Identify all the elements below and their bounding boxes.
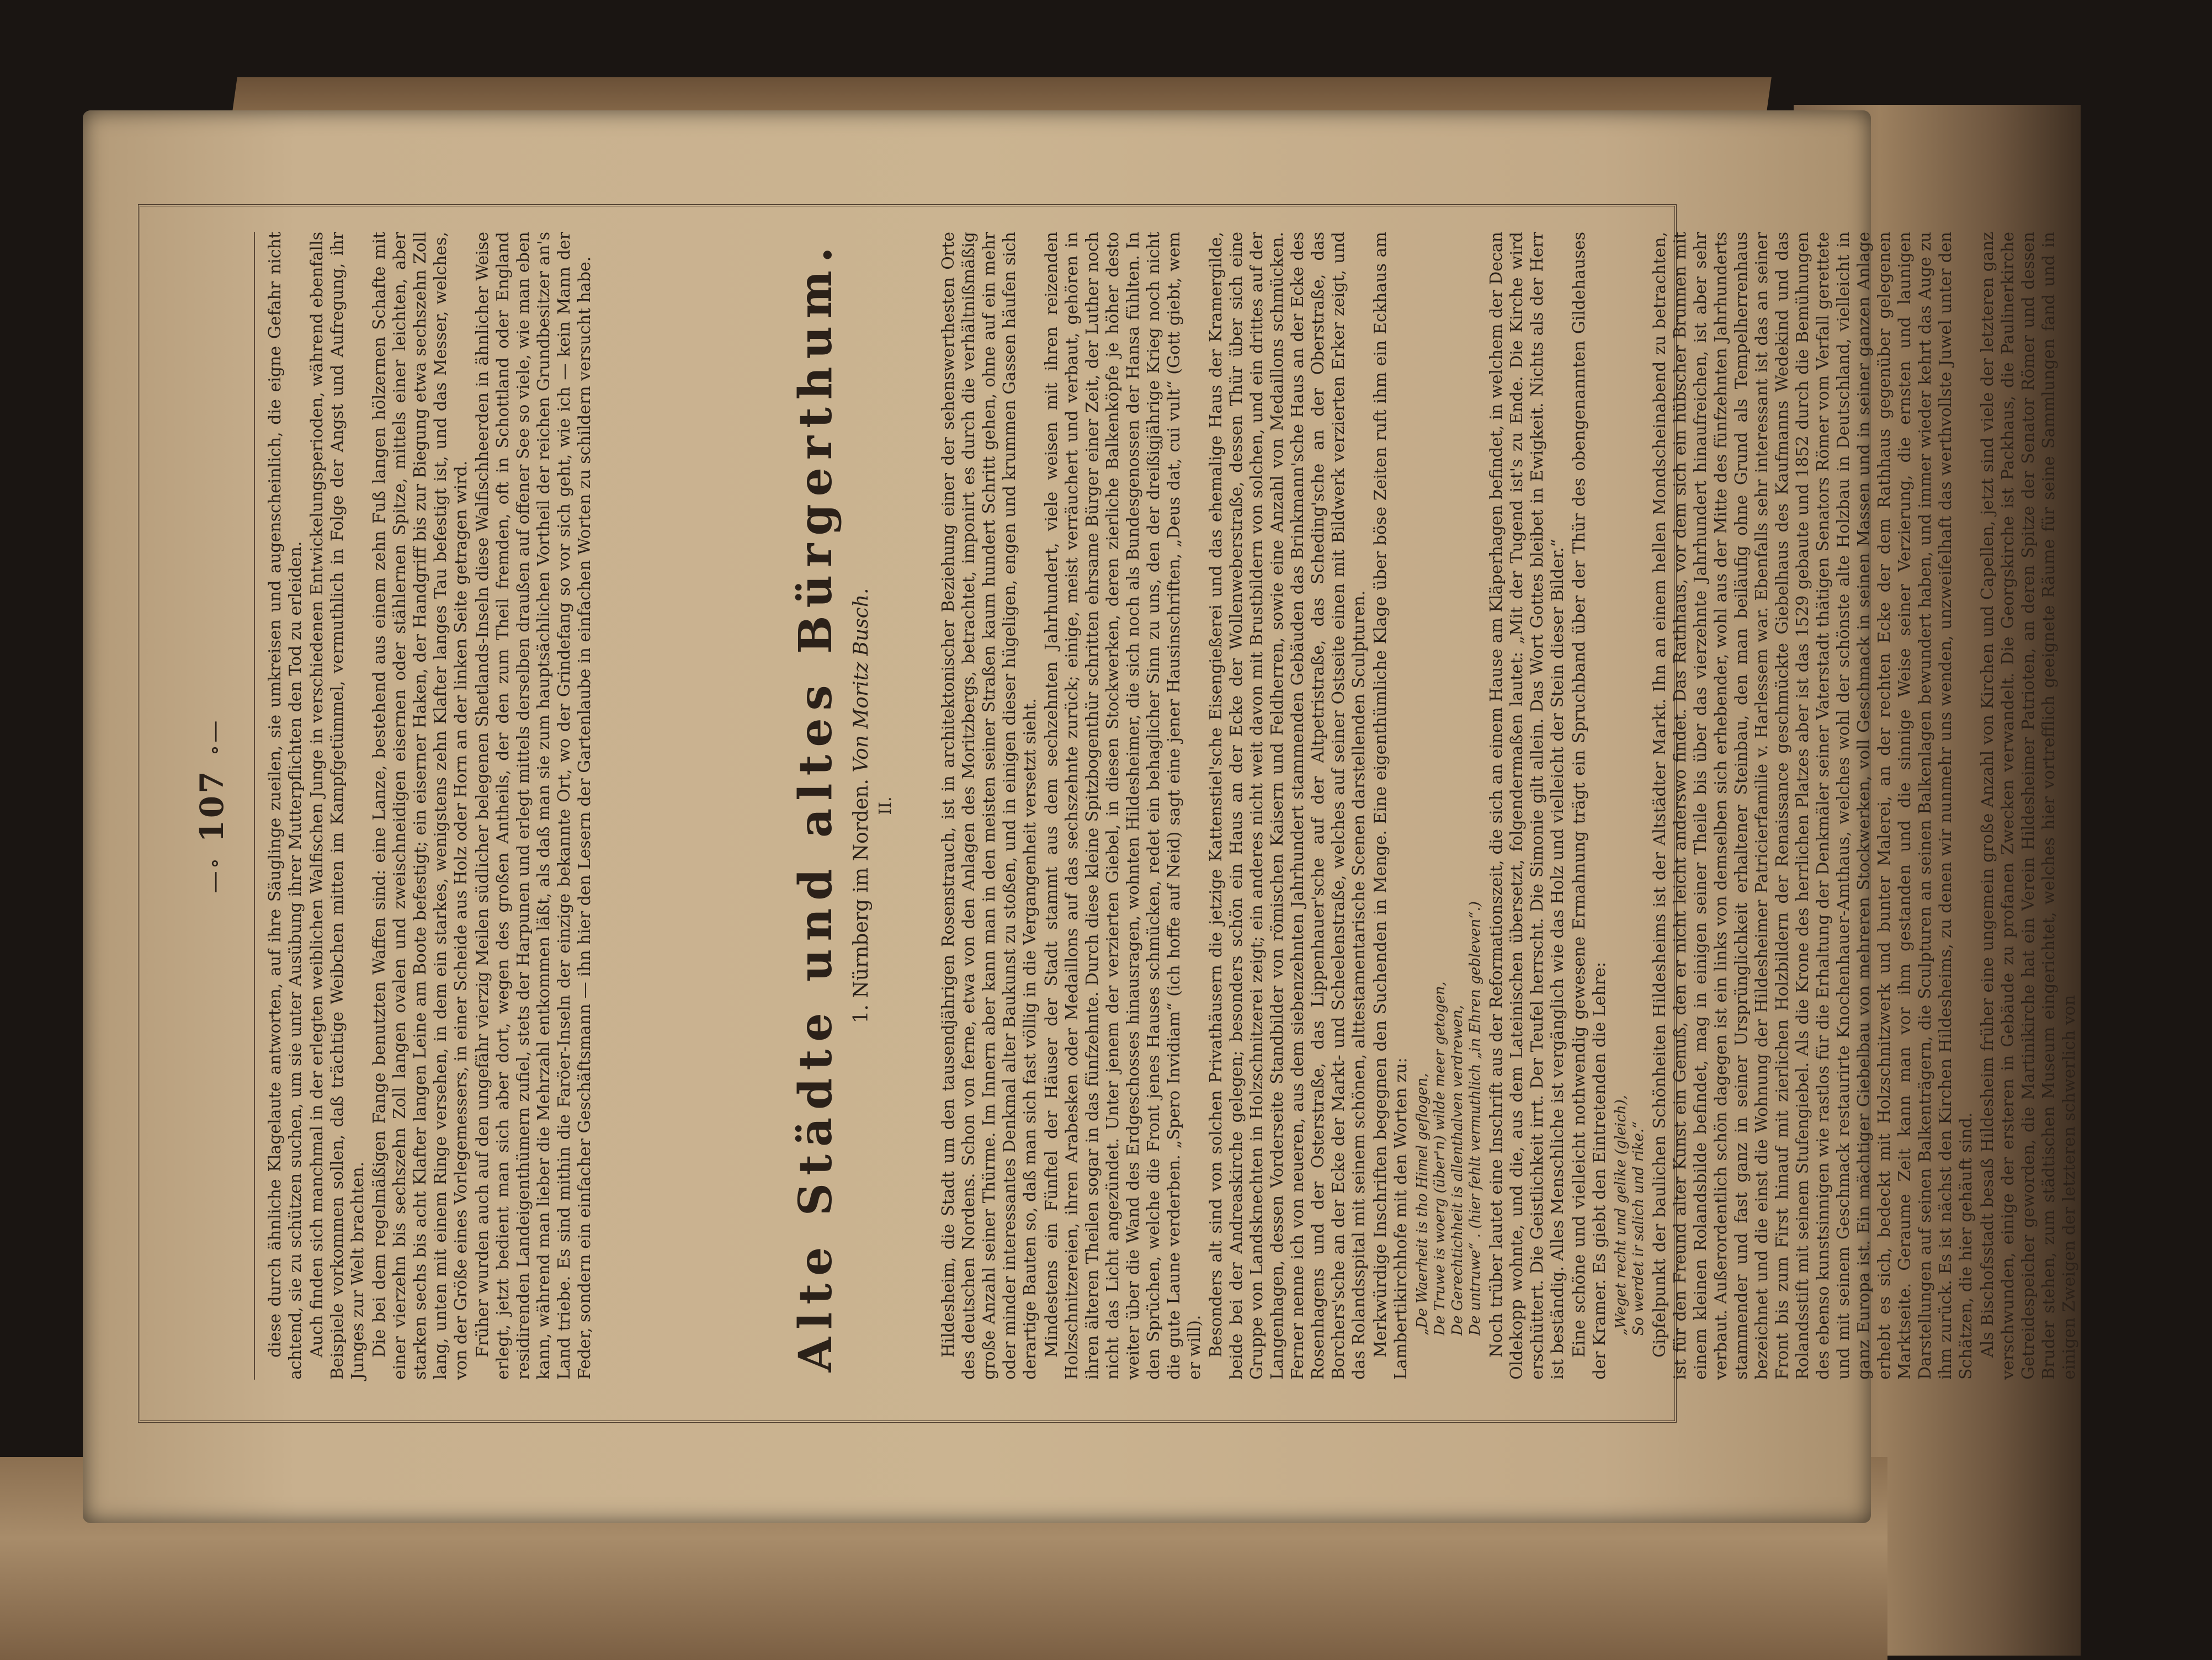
header-dash-right: ∘— <box>202 718 227 756</box>
page-number: 107 <box>193 769 231 843</box>
verse-inscription <box>1413 232 1484 1336</box>
article-section: II. <box>876 796 895 815</box>
previous-article-text <box>265 232 596 1380</box>
rotated-page-content <box>193 232 2079 1380</box>
paragraph: Auch finden sich manchmal in der erlegten weiblichen Walfischen Junge in verschiedenen Entwickelungsperioden, während ebenfalls Beispiele vorkommen sollen, daß trächtige Weibchen mitten im Kampfgetümmel, vermuthlich in Folge der Angst und Aufregung, ihr Junges zur Welt brachten. <box>307 232 368 1380</box>
verse-line: De Gerechtichheit is allenthalven verdrewen, <box>1449 1005 1466 1336</box>
header-rule <box>254 232 255 1380</box>
verse-line: „De Waerheit is tho Himel geflogen, <box>1414 1073 1431 1336</box>
verse-motto <box>1612 232 1647 1336</box>
paragraph: Mindestens ein Fünftel der Häuser der Stadt stammt aus dem sechzehnten Jahrhundert, viele weisen mit ihren reizenden Holzschnitzereien, ihren Arabesken oder Medaillons auf das sechszehnte zurück; einige, meist verräuchert und verbaut, gehören in ihren älteren Theilen sogar in das fünfzehnte. Durch diese kleine Spitzbogenthür schritten ehrsame Bürger einer Zeit, der Luther noch nicht das Licht angezündet. Unter jenem der verzierten Giebel, in diesen Stockwerken, deren zierliche Balkenköpfe je höher desto weiter über die Wand des Erdgeschosses hinausragen, wohnten Hildesheimer, die sich noch als Bundesgenossen der Hansa fühlten. In den Sprüchen, welche die Front jenes Hauses schmücken, redet ein behaglicher Sinn zu uns, den der dreißigjährige Krieg noch nicht die gute Laune verderben. „Spero Invidiam“ (ich hoffe auf Neid) sagt eine jener Hausinschriften, „Deus dat, cui vult“ (Gott giebt, wem er will). <box>1042 232 1204 1380</box>
verse-line: De untruwe“ . (hier fehlt vermuthlich „in Ehren gebleven“.) <box>1467 901 1483 1336</box>
verse-line: De Truwe is woerg (über'n) wilde meer getogen, <box>1432 981 1448 1336</box>
paragraph: Merkwürdige Inschriften begegnen den Suchenden in Menge. Eine eigenthümliche Klage über böse Zeiten ruft ihm ein Eckhaus am Lambertikirchhofe mit den Worten zu: <box>1371 232 1411 1380</box>
article-author: Von Moritz Busch. <box>850 588 873 773</box>
article-title: Alte Städte und altes Bürgerthum. <box>789 239 842 1372</box>
paragraph: diese durch ähnliche Klagelaute antworten, auf ihre Säuglinge zueilen, sie umkreisen und augenscheinlich, die eigne Gefahr nicht achtend, sie zu schützen suchen, um sie unter Ausübung ihrer Mutterpflichten den Tod zu erleiden. <box>265 232 305 1380</box>
header-dash-left: —∘ <box>202 855 227 893</box>
paragraph: Eine schöne und vielleicht nothwendig gewesene Ermahnung trägt ein Spruchband über der Thür des obengenannten Gildehauses der Kramer. Es giebt den Eintretenden die Lehre: <box>1570 232 1609 1380</box>
article-title-block <box>789 232 895 1380</box>
paragraph: Gipfelpunkt der baulichen Schönheiten Hildesheims ist der Altstädter Markt. Ihn an einem hellen Mondscheinabend zu betrachten, ist für den Freund alter Kunst ein Genuß, den er nicht leicht anderswo findet. Das Rathhaus, vor dem sich ein hübscher Brunnen mit einem kleinen Rolandsbilde befindet, mag in einigen seiner Theile bis über das vierzehnte Jahrhundert hinaufreichen, ist aber sehr verbaut. Außerordentlich schön dagegen ist ein links von demselben sich erhebender, wohl aus der Mitte des fünfzehnten Jahrhunderts stammender und fast ganz in seiner Ursprünglichkeit erhaltener Steinbau, den man beiläufig ohne Grund als Tempelherrenhaus bezeichnet und die einst die Wohnung der Hildesheimer Patricierfamilie v. Harlessem war. Ebenfalls sehr interessant ist das an seiner Front bis zum First hinauf mit zierlichen Holzbildern der Renaissance geschmückte Giebelhaus des Kaufmanns Wedekind und das Rolandsstift mit seinem Stufengiebel. Als die Krone des herrlichen Platzes aber ist das 1529 gebaute und 1852 durch die Bemühungen des ebenso kunstsinnigen wie rastlos für die Erhaltung der Denkmäler seiner Vaterstadt thätigen Senators Römer vom Verfall gerettete und mit seinem Geschmack restaurirte Knochenhauer-Amthaus, welches wohl der schönste alte Holzbau in Deutschland, vielleicht in ganz Europa ist. Ein mächtiger Giebelbau von mehreren Stockwerken, voll Geschmack in seinen Massen und in seiner ganzen Anlage erhebt es sich, bedeckt mit Holzschnitzwerk und bunter Malerei, an der rechten Ecke der dem Rathhaus gegenüber gelegenen Marktseite. Geraume Zeit kann man vor ihm gestanden und die sinnige Weise seiner Verzierung, die ernsten und launigen Darstellungen auf seinen Balkenträgern, die Sculpturen an seinen Balkenlagen bewundert haben, und immer wieder kehrt das Auge zu ihm zurück. Es ist nächst den Kirchen Hildesheims, zu denen wir nunmehr uns wenden, unzweifelhaft das werthvollste Juwel unter den Schätzen, die hier gehäuft sind. <box>1650 232 1976 1380</box>
paragraph: Noch trüber lautet eine Inschrift aus der Reformationszeit, die sich an einem Hause am Kläperhagen befindet, in welchem der Decan Oldekopp wohnte, und die, aus dem Lateinischen übersetzt, folgendermaßen lautet: „Mit der Tugend ist's zu Ende. Die Kirche wird erschüttert. Die Geistlichkeit irrt. Der Teufel herrscht. Die Simonie gilt allein. Das Wort Gottes bleibet in Ewigkeit. Nichts als der Herr ist beständig. Alles Menschliche ist vergänglich wie das Holz und vielleicht der Stein dieser Bilder.“ <box>1487 232 1567 1380</box>
paragraph: Hildesheim, die Stadt um den tausendjährigen Rosenstrauch, ist in architektonischer Beziehung einer der sehenswerthesten Orte des deutschen Nordens. Schon von ferne, etwa von den Anlagen des Moritzbergs, betrachtet, imponirt es durch die verhältnißmäßig große Anzahl seiner Thürme. Im Innern aber kann man in den meisten seiner Straßen kaum hundert Schritt gehen, ohne auf ein mehr oder minder interessantes Denkmal alter Baukunst zu stoßen, und in einigen dieser hügeligen, engen und krummen Gassen häufen sich derartige Bauten so, daß man sich fast völlig in die Vergangenheit versetzt sieht. <box>939 232 1040 1380</box>
paragraph: Früher wurden auch auf den ungefähr vierzig Meilen südlicher belegenen Shetlands-Inseln diese Walfischheerden in ähnlicher Weise erlegt, jetzt bedient man sich aber dort, wegen des großen Antheils, der den zum Theil fremden, oft in Schottland oder England residirenden Landeigenthümern zufiel, stets der Harpunen und erlegt mittels derselben draußen auf offener See so viele, wie man eben kann, während man lieber die Mehrzahl entkommen läßt, als daß man sie zum hauptsächlichen Vortheil der reichen Grundbesitzer an's Land triebe. Es sind mithin die Faröer-Inseln der einzige bekannte Ort, wo der Grindefang so vor sich geht, wie ich — kein Mann der Feder, sondern ein einfacher Geschäftsmann — ihn hier den Lesern der Gartenlaube in einfachen Worten zu schildern versucht habe. <box>473 232 594 1380</box>
paragraph: Besonders alt sind von solchen Privathäusern die jetzige Kattenstiel'sche Eisengießerei und das ehemalige Haus der Kramergilde, beide bei der Andreaskirche gelegen; besonders schön ein Haus an der Ecke der Wollenweberstraße, dessen Thür über sich eine Gruppe von Landsknechten in Holzschnitzerei zeigt; ein anderes nicht weit davon mit Brustbildern von solchen, und ein drittes auf der Langenhagen, dessen Vorderseite Standbilder von römischen Kaisern und Feldherren, sowie eine Anzahl von Medaillons schmücken. Ferner nenne ich von neueren, aus dem siebenzehnten Jahrhundert stammenden Gebäuden das Brinkmann'sche Haus an der Ecke des Rosenhagens und der Osterstraße, das Lippenhauer'sche auf der Altpetristraße, das Scheding'sche an der Oberstraße, das Borchers'sche an der Ecke der Markt- und Scheelenstraße, welches auf seiner Ostseite einen mit Bildwerk verzierten Erker zeigt, und das Rolandsspital mit seinem schönen, alttestamentarische Scenen darstellenden Sculpturen. <box>1206 232 1369 1380</box>
article-body <box>938 232 2081 1380</box>
article-subtitle: 1. Nürnberg im Norden. <box>850 779 873 1024</box>
verse-line: So werdet ir salich und rike.“ <box>1630 1121 1647 1336</box>
paragraph: Die bei dem regelmäßigen Fange benutzten Waffen sind: eine Lanze, bestehend aus einem zehn Fuß langen hölzernen Schafte mit einer vierzehn bis sechszehn Zoll langen ovalen und zweischneidigen eisernen oder stählernen Spitze, mittels einer leichten, aber starken sechs bis acht Klafter langen Leine am Boote befestigt; ein eiserner Haken, der Handgriff bis zur Biegung etwa sechszehn Zoll lang, unten mit einem Ringe versehen, in dem ein starkes, wenigstens zehn Klafter langes Tau befestigt ist, und das Messer, welches, von der Größe eines Vorlegemessers, in einer Scheide aus Holz oder Horn an der linken Seite getragen wird. <box>370 232 471 1380</box>
paragraph: Als Bischofsstadt besaß Hildesheim früher eine ungemein große Anzahl von Kirchen und Capellen, jetzt sind viele der letzteren ganz verschwunden, einige der ersteren in Gebäude zu profanen Zwecken verwandelt. Die Georgskirche ist Packhaus, die Paulinerkirche Getreidespeicher geworden, die Martinikirche hat ein Verein Hildesheimer Patrioten, an deren Spitze der Senator Römer und dessen Bruder stehen, zum städtischen Museum eingerichtet, welches hier vortrefflich geeignete Räume für seine Sammlungen fand und in einigen Zweigen der letzteren schwerlich von <box>1978 232 2079 1380</box>
article-subtitle-line <box>850 232 873 1380</box>
page-header <box>193 232 243 1380</box>
verse-line: „Weget recht und gelike (gleich), <box>1613 1094 1629 1336</box>
